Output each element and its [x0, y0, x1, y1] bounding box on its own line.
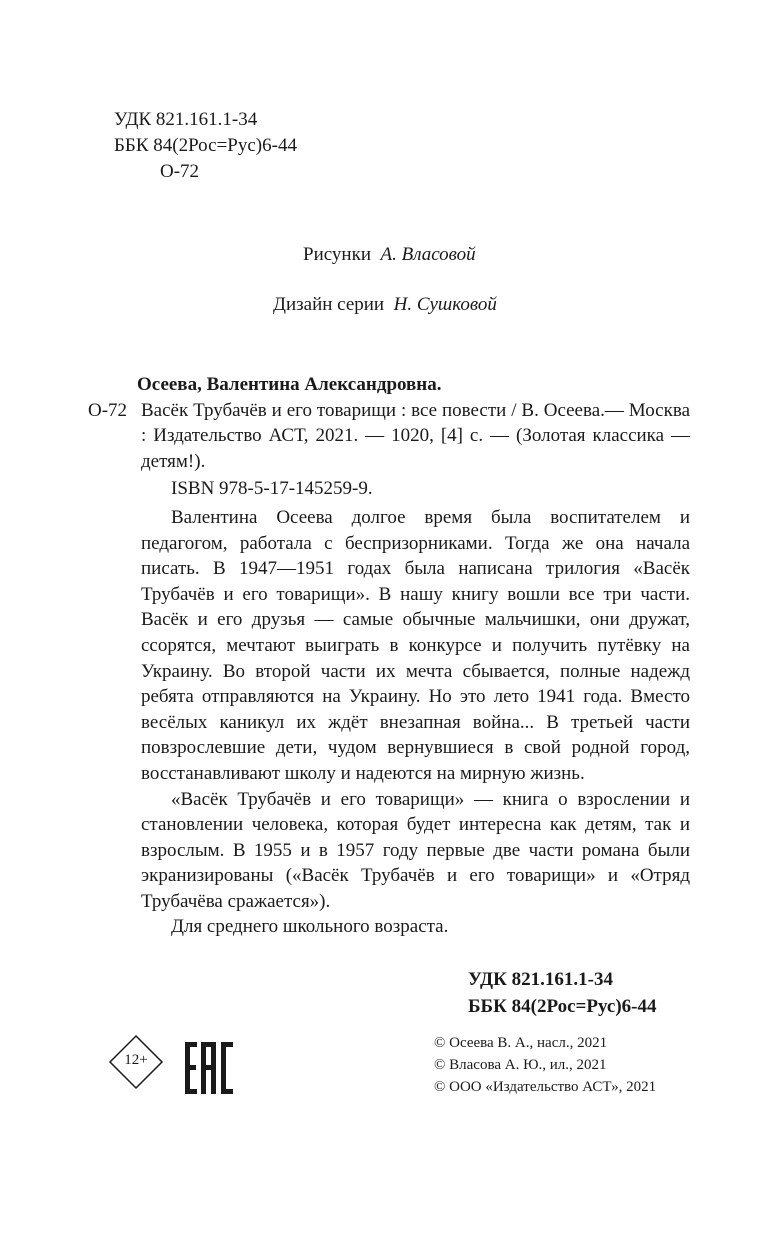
- bbk-code: ББК 84(2Рос=Рус)6-44: [114, 135, 297, 156]
- bottom-bbk-code: ББК 84(2Рос=Рус)6-44: [468, 996, 657, 1017]
- age-rating-text: 12+: [124, 1052, 148, 1068]
- isbn: ISBN 978-5-17-145259-9.: [171, 478, 373, 500]
- bibliographic-record: [88, 372, 690, 940]
- annotation-paragraph-2: «Васёк Трубачёв и его товарищи» — книга о взрослении и становлении человека, которая будет интересна как детям, так и взрослым. В 1955 и в 1957 году первые две части романа были экранизированы («Васёк Трубачёв и его товарищи» и «Отряд Трубачёва сражается»).: [141, 788, 690, 912]
- bottom-classification: [468, 966, 656, 1020]
- design-credit: [273, 294, 497, 316]
- record-mark: О-72: [88, 399, 128, 421]
- author-heading: Осеева, Валентина Александровна.: [137, 374, 442, 395]
- design-label: Дизайн серии: [273, 294, 385, 315]
- audience-note: Для среднего школьного возраста.: [171, 916, 449, 938]
- udk-code: УДК 821.161.1-34: [114, 109, 258, 130]
- annotation-paragraph-1: Валентина Осеева долгое время была воспитателем и педагогом, работала с беспризорниками. Тогда же она начала писать. В 1947—1951 годах была написана трилогия «Васёк Трубачёв и его товарищи». В нашу книгу вошли все три части. Васёк и его друзья — самые обычные мальчишки, они дружат, ссорятся, мечтают выиграть в конкурсе и получить путёвку на Украину. Во второй части их мечта сбывается, полные надежд ребята отправляются на Украину. Но это лето 1941 года. Вместо весёлых каникул их ждёт внезапная война... В третьей части повзрослевшие дети, чудом вернувшиеся в свой родной город, восстанавливают школу и надеются на мирную жизнь.: [141, 506, 690, 784]
- copyright-line: © Власова А. Ю., ил., 2021: [434, 1057, 607, 1073]
- bottom-udk-code: УДК 821.161.1-34: [468, 969, 613, 990]
- illustrations-label: Рисунки: [303, 244, 371, 265]
- copyright-line: © ООО «Издательство АСТ», 2021: [434, 1079, 657, 1095]
- design-name: Н. Сушковой: [393, 294, 497, 315]
- illustrations-name: А. Власовой: [380, 244, 476, 265]
- eac-logo-icon: [185, 1040, 233, 1096]
- top-classification: [114, 107, 297, 185]
- age-rating-badge: [108, 1034, 164, 1090]
- copyright-block: [434, 1032, 656, 1098]
- illustrations-credit: [303, 244, 476, 266]
- bibliographic-description: [88, 398, 690, 475]
- eac-mark: [185, 1040, 233, 1096]
- copyright-line: © Осеева В. А., насл., 2021: [434, 1035, 608, 1051]
- author-mark: О-72: [160, 161, 200, 182]
- bibliographic-text: Васёк Трубачёв и его товарищи : все повести / В. Осеева.— Москва : Издательство АСТ, 2021. — 1020, [4] с. — (Золотая классика — детям!).: [141, 399, 690, 472]
